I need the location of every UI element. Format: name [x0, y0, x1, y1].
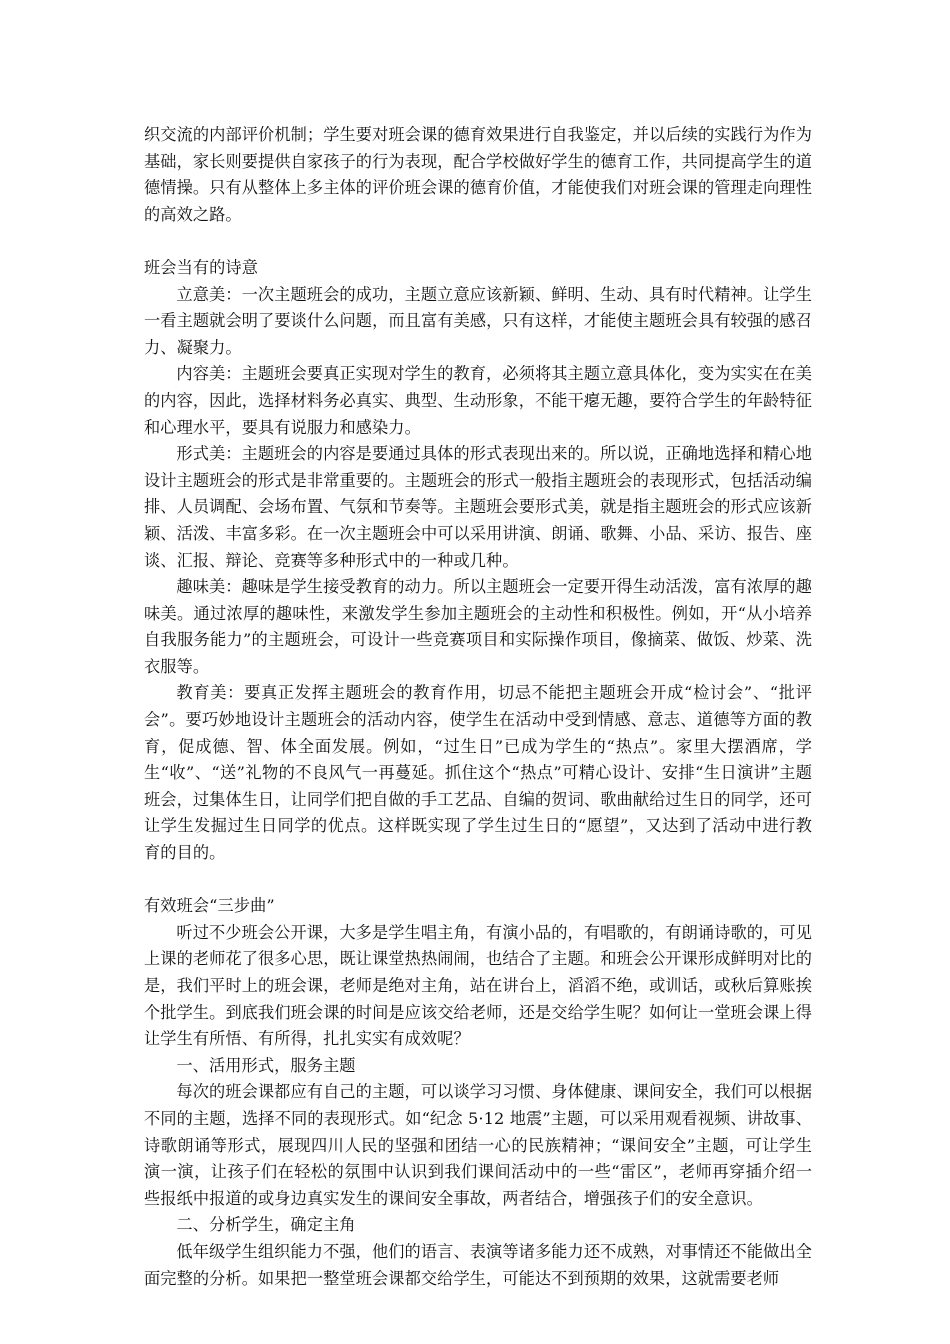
- paragraph-theme-forms: 每次的班会课都应有自己的主题，可以谈学习习惯、身体健康、课间安全，我们可以根据不同的主题，选择不同的表现形式。如“纪念 5·12 地震”主题，可以采用观看视频、讲故事、诗歌朗诵等形式，展现四川人民的坚强和团结一心的民族精神；“课间安全”主题，可让学生演一演，让孩子们在轻松的氛围中认识到我们课间活动中的一些“雷区”，老师再穿插介绍一些报纸中报道的或身边真实发生的课间安全事故，两者结合，增强孩子们的安全意识。: [144, 1082, 812, 1208]
- paragraph-gap: [144, 228, 812, 255]
- paragraph-education-beauty: 教育美：要真正发挥主题班会的教育作用，切忌不能把主题班会开成“检讨会”、“批评会”。要巧妙地设计主题班会的活动内容，使学生在活动中受到情感、意志、道德等方面的教育，促成德、智、体全面发展。例如，“过生日”已成为学生的“热点”。家里大摆酒席，学生“收”、“送”礼物的不良风气一再蔓延。抓住这个“热点”可精心设计、安排“生日演讲”主题班会，过集体生日，让同学们把自做的手工艺品、自编的贺词、歌曲献给过生日的同学，还可让学生发掘过生日同学的优点。这样既实现了学生过生日的“愿望”，又达到了活动中进行教育的目的。: [144, 683, 812, 863]
- paragraph-content-beauty: 内容美：主题班会要真正实现对学生的教育，必须将其主题立意具体化，变为实实在在美的内容，因此，选择材料务必真实、典型、生动形象，不能干瘪无趣，要符合学生的年龄特征和心理水平，要具有说服力和感染力。: [144, 364, 812, 437]
- paragraph-lower-grades: 低年级学生组织能力不强，他们的语言、表演等诸多能力还不成熟，对事情还不能做出全面完整的分析。如果把一整堂班会课都交给学生，可能达不到预期的效果，这就需要老师: [144, 1241, 812, 1288]
- subheading-analyze-students: 二、分析学生，确定主角: [176, 1215, 356, 1235]
- section-heading-three-steps: 有效班会“三步曲”: [144, 896, 275, 916]
- document-body: [144, 122, 812, 1292]
- paragraph-interest-beauty: 趣味美：趣味是学生接受教育的动力。所以主题班会一定要开得生动活泼，富有浓厚的趣味美。通过浓厚的趣味性，来激发学生参加主题班会的主动性和积极性。例如，开“从小培养自我服务能力”的主题班会，可设计一些竞赛项目和实际操作项目，像摘菜、做饭、炒菜、洗衣服等。: [144, 577, 812, 676]
- section-heading-poetry: 班会当有的诗意: [144, 257, 259, 277]
- paragraph-form-beauty: 形式美：主题班会的内容是要通过具体的形式表现出来的。所以说，正确地选择和精心地设计主题班会的形式是非常重要的。主题班会的形式一般指主题班会的表现形式，包括活动编排、人员调配、会场布置、气氛和节奏等。主题班会要形式美，就是指主题班会的形式应该新颖、活泼、丰富多彩。在一次主题班会中可以采用讲演、朗诵、歌舞、小品、采访、报告、座谈、汇报、辩论、竞赛等多种形式中的一种或几种。: [144, 444, 812, 570]
- paragraph-gap: [144, 867, 812, 894]
- subheading-flexible-form: 一、活用形式，服务主题: [176, 1055, 356, 1075]
- paragraph-theme-beauty: 立意美：一次主题班会的成功，主题立意应该新颖、鲜明、生动、具有时代精神。让学生一看主题就会明了要谈什么问题，而且富有美感，只有这样，才能使主题班会具有较强的感召力、凝聚力。: [144, 284, 812, 357]
- paragraph-open-class: 听过不少班会公开课，大多是学生唱主角，有演小品的，有唱歌的，有朗诵诗歌的，可见上课的老师花了很多心思，既让课堂热热闹闹，也结合了主题。和班会公开课形成鲜明对比的是，我们平时上的班会课，老师是绝对主角，站在讲台上，滔滔不绝，或训话，或秋后算账挨个批学生。到底我们班会课的时间是应该交给老师，还是交给学生呢？如何让一堂班会课上得让学生有所悟、有所得，扎扎实实有成效呢？: [144, 922, 812, 1049]
- paragraph-evaluation-ending: 织交流的内部评价机制；学生要对班会课的德育效果进行自我鉴定，并以后续的实践行为作为基础，家长则要提供自家孩子的行为表现，配合学校做好学生的德育工作，共同提高学生的道德情操。只有从整体上多主体的评价班会课的德育价值，才能使我们对班会课的管理走向理性的高效之路。: [144, 125, 812, 224]
